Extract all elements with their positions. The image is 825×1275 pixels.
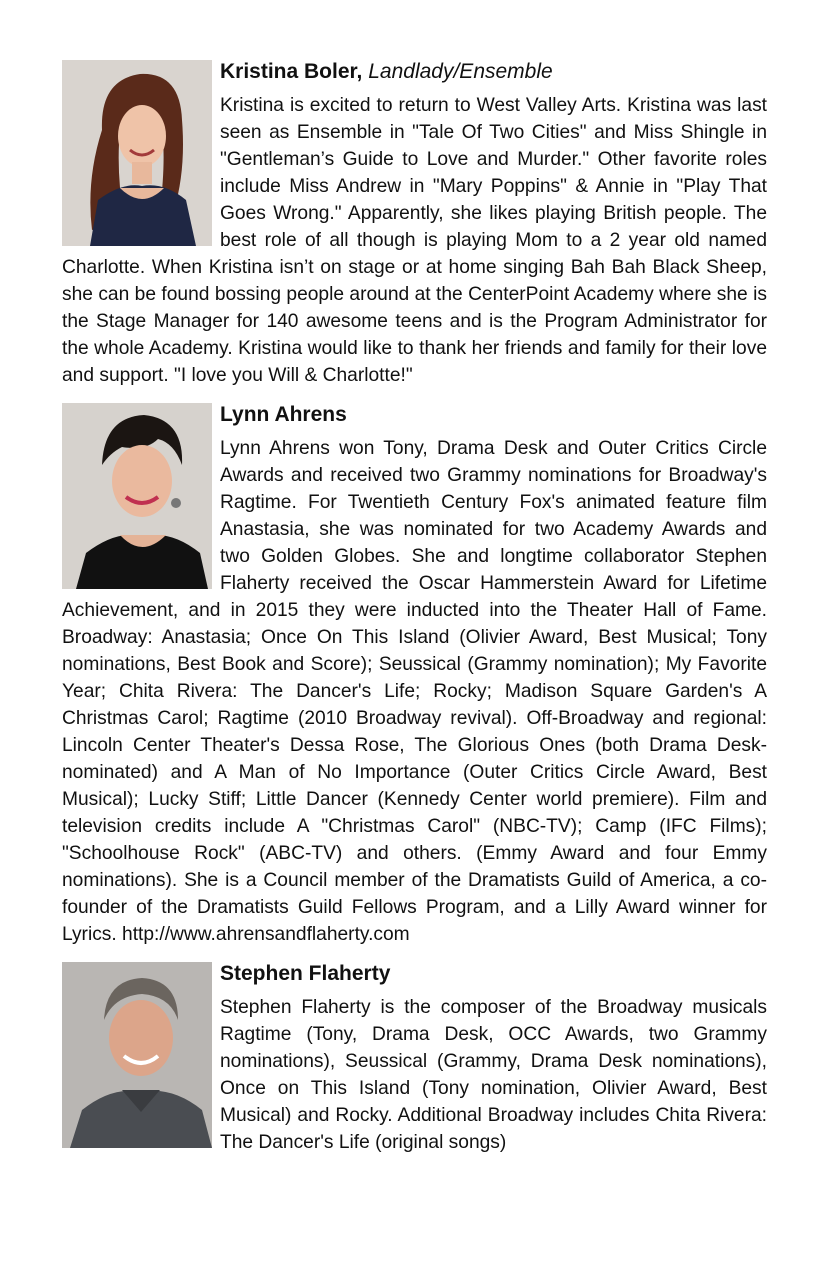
- headshot-image: [62, 403, 212, 589]
- headshot-image: [62, 60, 212, 246]
- bio-text: Kristina is excited to return to West Valley Arts. Kristina was last seen as Ensemble in "Tale Of Two Cities" and Miss Shingle in "Gentleman’s Guide to Love and Murder." Other favorite roles include Miss Andrew in "Mary Poppins" & Annie in "Play That Goes Wrong." Apparently, she likes playing British people. The best role of all though is playing Mom to a 2 year old named Charlotte. When Kristina isn’t on stage or at home singing Bah Bah Black Sheep, she can be found bossing people around at the CenterPoint Academy where she is the Stage Manager for 140 awesome teens and is the Program Administrator for the whole Academy. Kristina would like to thank her friends and family for their love and support. "I love you Will & Charlotte!": [62, 95, 767, 386]
- bio-kristina-boler: [62, 58, 767, 389]
- headshot-lynn-ahrens: [62, 403, 212, 589]
- bio-role: Landlady/Ensemble: [368, 60, 553, 83]
- bio-text: Lynn Ahrens won Tony, Drama Desk and Outer Critics Circle Awards and received two Grammy nominations for Broadway's Ragtime. For Twentieth Century Fox's animated feature film Anastasia, she was nominated for two Academy Awards and two Golden Globes. She and longtime collaborator Stephen Flaherty received the Oscar Hammerstein Award for Lifetime Achievement, and in 2015 they were inducted into the Theater Hall of Fame. Broadway: Anastasia; Once On This Island (Olivier Award, Best Musical; Tony nominations, Best Book and Score); Seussical (Grammy nomination); My Favorite Year; Chita Rivera: The Dancer's Life; Rocky; Madison Square Garden's A Christmas Carol; Ragtime (2010 Broadway revival). Off-Broadway and regional: Lincoln Center Theater's Dessa Rose, The Glorious Ones (both Drama Desk-nominated) and A Man of No Importance (Outer Critics Circle Award, Best Musical); Lucky Stiff; Little Dancer (Kennedy Center world premiere). Film and television credits include A "Christmas Carol" (NBC-TV); Camp (IFC Films); "Schoolhouse Rock" (ABC-TV) and others. (Emmy Award and four Emmy nominations). She is a Council member of the Dramatists Guild of America, a co-founder of the Dramatists Guild Fellows Program, and a Lilly Award winner for Lyrics. http://www.ahrensandflaherty.com: [62, 438, 767, 945]
- bio-lynn-ahrens: [62, 401, 767, 948]
- headshot-image: [62, 962, 212, 1148]
- bio-name: Lynn Ahrens: [220, 403, 347, 426]
- headshot-kristina-boler: [62, 60, 212, 246]
- bio-text: Stephen Flaherty is the composer of the Broadway musicals Ragtime (Tony, Drama Desk, OCC Awards, two Grammy nominations), Seussical (Grammy, Drama Desk nominations), Once on This Island (Tony nomination, Olivier Award, Best Musical) and Rocky. Additional Broadway includes Chita Rivera: The Dancer's Life (original songs): [220, 997, 767, 1153]
- headshot-stephen-flaherty: [62, 962, 212, 1148]
- bio-page: [62, 58, 767, 1156]
- bio-name: Stephen Flaherty: [220, 962, 391, 985]
- bio-stephen-flaherty: [62, 960, 767, 1156]
- bio-name: Kristina Boler, Landlady/Ensemble: [220, 60, 553, 83]
